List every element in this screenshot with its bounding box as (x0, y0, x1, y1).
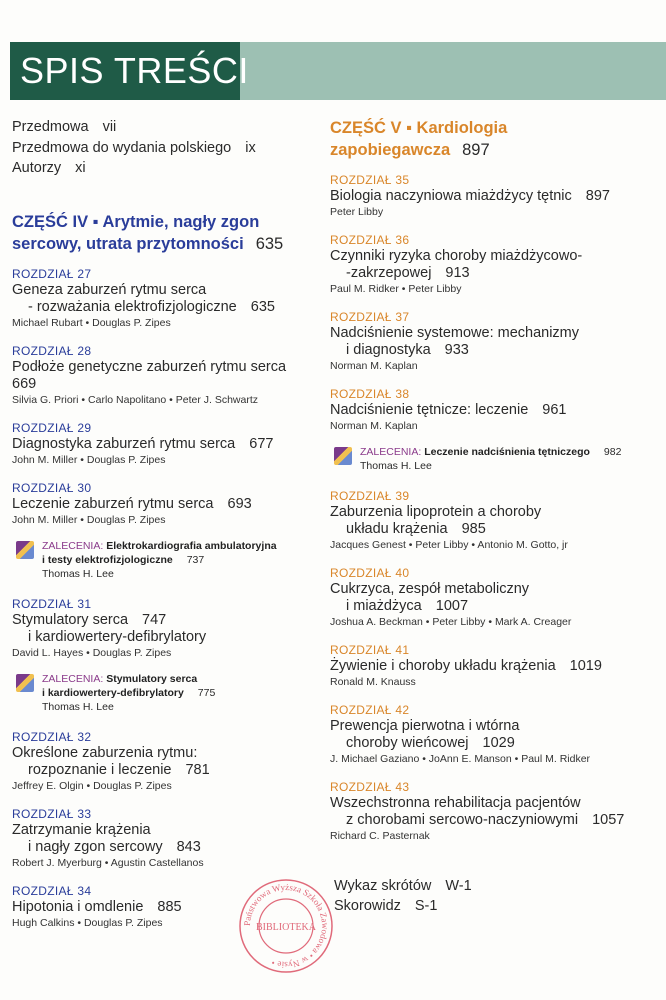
page-number: 635 (250, 298, 275, 315)
chapter-label: ROZDZIAŁ 43 (330, 780, 410, 794)
authors: Paul M. Ridker • Peter Libby (330, 283, 462, 295)
part-title-line: zapobiegawcza (330, 141, 451, 159)
chapter-entry[interactable] (330, 233, 660, 297)
chapter-title-text: Zaburzenia lipoprotein a choroby (330, 504, 542, 520)
chapter-entry[interactable] (12, 597, 332, 661)
chapter-label: ROZDZIAŁ 41 (330, 643, 410, 657)
page-number: 737 (186, 553, 205, 566)
chapter-entry[interactable] (330, 566, 660, 630)
page-number: 933 (444, 342, 469, 358)
chapter-label: ROZDZIAŁ 29 (12, 420, 92, 435)
authors: Norman M. Kaplan (330, 360, 418, 372)
recommendations-title: Stymulatory serca (106, 672, 198, 685)
chapter-title-line (330, 248, 660, 265)
chapter-title-text: Geneza zaburzeń rytmu serca (12, 281, 207, 298)
chapter-title-line (12, 496, 332, 513)
chapter-title-text: Określone zaburzenia rytmu: (12, 744, 198, 761)
chapter-title-text: i diagnostyka (346, 342, 431, 358)
chapter-title-line (330, 598, 660, 615)
chapter-title-line (12, 822, 332, 839)
chapter-title-text: rozpoznanie i leczenie (28, 761, 172, 778)
authors: Peter Libby (330, 206, 384, 218)
chapter-label: ROZDZIAŁ 37 (330, 310, 410, 324)
authors: Hugh Calkins • Douglas P. Zipes (12, 916, 163, 929)
chapter-label: ROZDZIAŁ 28 (12, 343, 92, 358)
recommendations-title: i testy elektrofizjologiczne (42, 553, 173, 566)
part-page-number: 897 (462, 141, 490, 159)
chapter-title-text: Prewencja pierwotna i wtórna (330, 718, 520, 734)
chapter-title-line (12, 839, 332, 856)
chapter-title-text: Czynniki ryzyka choroby miażdżycowo- (330, 248, 583, 264)
page-number: 961 (542, 402, 567, 418)
page-number: 885 (157, 898, 182, 915)
part-v-section (330, 117, 660, 844)
front-item[interactable]: Przedmowa vii (12, 119, 117, 135)
page-number: 1029 (482, 735, 515, 751)
chapter-label: ROZDZIAŁ 42 (330, 703, 410, 717)
chapter-title-line (12, 299, 332, 316)
authors: Joshua A. Beckman • Peter Libby • Mark A. Creager (330, 616, 572, 628)
part-title-line: CZĘŚĆ IV ▪ Arytmie, nagły zgon (12, 212, 260, 231)
recommendations-title: Elektrokardiografia ambulatoryjna (106, 539, 277, 552)
recommendations-title: Leczenie nadciśnienia tętniczego (424, 446, 590, 458)
chapter-entry[interactable] (330, 780, 660, 844)
page-number: 1057 (592, 812, 625, 828)
part-iv-section (12, 211, 332, 931)
chapter-title-line (12, 762, 332, 779)
chapter-title-line (330, 342, 660, 359)
chapter-title-text: Cukrzyca, zespół metaboliczny (330, 581, 530, 597)
recommendations-label: ZALECENIA: (42, 539, 107, 552)
authors: Michael Rubart • Douglas P. Zipes (12, 316, 171, 329)
chapter-label: ROZDZIAŁ 30 (12, 480, 92, 495)
chapter-entry[interactable] (330, 643, 660, 690)
back-item[interactable]: Wykaz skrótów W-1 (334, 878, 472, 894)
front-item[interactable]: Przedmowa do wydania polskiego ix (12, 139, 256, 156)
chapter-entry[interactable] (330, 173, 660, 220)
chapter-title-line (12, 745, 332, 762)
recommendations-entry[interactable] (330, 445, 660, 473)
back-item[interactable]: Skorowidz S-1 (334, 898, 438, 914)
authors: Thomas H. Lee (42, 567, 114, 580)
chapter-title-line (330, 402, 660, 419)
svg-text:BIBLIOTEKA: BIBLIOTEKA (256, 922, 316, 933)
front-item[interactable]: Autorzy xi (12, 160, 86, 176)
right-column (330, 117, 660, 914)
chapter-title-line (330, 718, 660, 735)
authors: Norman M. Kaplan (330, 420, 418, 432)
chapter-title-text: i miażdżyca (346, 598, 422, 614)
authors: J. Michael Gaziano • JoAnn E. Manson • Paul M. Ridker (330, 753, 591, 765)
chapter-title-text: Wszechstronna rehabilitacja pacjentów (330, 795, 581, 811)
chapter-title-line (12, 629, 332, 646)
chapter-title-text: i kardiowertery-defibrylatory (28, 628, 207, 645)
chapter-title-text: Nadciśnienie systemowe: mechanizmy (330, 325, 580, 341)
chapter-label: ROZDZIAŁ 31 (12, 596, 92, 611)
page-number: 1007 (435, 598, 469, 614)
recommendations-label: ZALECENIA: (360, 446, 425, 458)
chapter-title-line (12, 436, 332, 453)
part-title-line: sercowy, utrata przytomności (12, 234, 244, 253)
page-number: 669 (12, 375, 37, 392)
recommendations-label: ZALECENIA: (42, 672, 107, 685)
page-number: 897 (585, 188, 610, 204)
chapter-title-line (330, 735, 660, 752)
recommendations-title: i kardiowertery-defibrylatory (42, 686, 184, 699)
authors: Thomas H. Lee (360, 460, 432, 472)
authors: David L. Hayes • Douglas P. Zipes (12, 646, 172, 659)
chapter-label: ROZDZIAŁ 40 (330, 566, 410, 580)
chapter-title-line (330, 265, 660, 282)
authors: Richard C. Pasternak (330, 830, 430, 842)
part-page-number: 635 (255, 234, 284, 253)
page-number: 982 (603, 446, 622, 458)
authors: Thomas H. Lee (42, 700, 114, 713)
page-number: 1019 (569, 658, 602, 674)
chapter-title-text: z chorobami sercowo-naczyniowymi (346, 812, 579, 828)
chapter-entry[interactable] (330, 387, 660, 434)
authors: Jacques Genest • Peter Libby • Antonio M. Gotto, jr (330, 539, 568, 551)
chapter-title-text: Hipotonia i omdlenie (12, 898, 144, 915)
chapter-title-line (330, 504, 660, 521)
chapter-label: ROZDZIAŁ 38 (330, 387, 410, 401)
page-number: 843 (176, 838, 201, 855)
chapter-title-text: - rozważania elektrofizjologiczne (28, 298, 237, 315)
recommendations-icon (16, 674, 34, 692)
library-stamp (236, 876, 336, 976)
chapter-title-line (330, 581, 660, 598)
chapter-title-line (12, 282, 332, 299)
chapter-entry[interactable] (330, 310, 660, 374)
page-number: 747 (142, 611, 167, 628)
recommendations-icon (334, 447, 352, 465)
page-number: 985 (461, 521, 486, 537)
left-column (12, 117, 332, 944)
chapter-title-text: Leczenie zaburzeń rytmu serca (12, 495, 214, 512)
chapter-title-line (330, 812, 660, 829)
chapter-entry[interactable] (12, 807, 332, 871)
part-heading[interactable] (330, 117, 660, 161)
chapter-title-text: Żywienie i choroby układu krążenia (330, 658, 556, 674)
chapter-title-line (330, 795, 660, 812)
chapter-title-text: i nagły zgon sercowy (28, 838, 163, 855)
chapter-title-line (330, 658, 660, 675)
chapter-label: ROZDZIAŁ 33 (12, 806, 92, 821)
recommendations-entry[interactable] (12, 539, 332, 581)
recommendations-icon (16, 541, 34, 559)
chapter-entry[interactable] (330, 703, 660, 767)
chapter-title-text: choroby wieńcowej (346, 735, 469, 751)
chapter-entry[interactable] (12, 481, 332, 528)
recommendations-entry[interactable] (12, 672, 332, 714)
page-number: 775 (197, 686, 216, 699)
chapter-title-line (330, 325, 660, 342)
chapter-title-text: Podłoże genetyczne zaburzeń rytmu serca (12, 358, 287, 375)
chapter-title-text: -zakrzepowej (346, 265, 432, 281)
page-number: 693 (227, 495, 252, 512)
chapter-title-line (12, 612, 332, 629)
authors: John M. Miller • Douglas P. Zipes (12, 453, 166, 466)
front-matter (12, 117, 332, 179)
chapter-label: ROZDZIAŁ 32 (12, 729, 92, 744)
authors: Robert J. Myerburg • Agustin Castellanos (12, 856, 204, 869)
part-heading[interactable] (12, 211, 332, 255)
chapter-title-line (12, 376, 332, 393)
chapter-entry[interactable] (12, 730, 332, 794)
chapter-entry[interactable] (12, 421, 332, 468)
chapter-entry[interactable] (330, 489, 660, 553)
part-title-line: CZĘŚĆ V ▪ Kardiologia (330, 119, 508, 137)
page-number: 913 (445, 265, 470, 281)
chapter-label: ROZDZIAŁ 35 (330, 173, 410, 187)
page-number: 677 (249, 435, 274, 452)
chapter-title-text: Zatrzymanie krążenia (12, 821, 151, 838)
chapter-title-line (330, 521, 660, 538)
chapter-label: ROZDZIAŁ 34 (12, 883, 92, 898)
chapter-title-line (12, 359, 332, 376)
chapter-title-text: Nadciśnienie tętnicze: leczenie (330, 402, 529, 418)
chapter-title-text: układu krążenia (346, 521, 448, 537)
chapter-label: ROZDZIAŁ 39 (330, 489, 410, 503)
chapter-label: ROZDZIAŁ 36 (330, 233, 410, 247)
chapter-entry[interactable] (12, 344, 332, 408)
authors: Ronald M. Knauss (330, 676, 416, 688)
svg-text:Państwowa Wyższa Szkoła Zawodo: Państwowa Wyższa Szkoła Zawodowa • w Nysie • (241, 881, 331, 971)
page-title: SPIS TREŚCI (20, 50, 249, 91)
page-number: 781 (185, 761, 210, 778)
chapter-title-text: Stymulatory serca (12, 611, 129, 628)
back-matter (334, 876, 472, 916)
chapter-entry[interactable] (12, 267, 332, 331)
authors: John M. Miller • Douglas P. Zipes (12, 513, 166, 526)
chapter-title-line (330, 188, 660, 205)
authors: Jeffrey E. Olgin • Douglas P. Zipes (12, 779, 172, 792)
chapter-title-text: Diagnostyka zaburzeń rytmu serca (12, 435, 236, 452)
chapter-title-text: Biologia naczyniowa miażdżycy tętnic (330, 188, 572, 204)
authors: Silvia G. Priori • Carlo Napolitano • Peter J. Schwartz (12, 393, 259, 406)
chapter-label: ROZDZIAŁ 27 (12, 266, 92, 281)
